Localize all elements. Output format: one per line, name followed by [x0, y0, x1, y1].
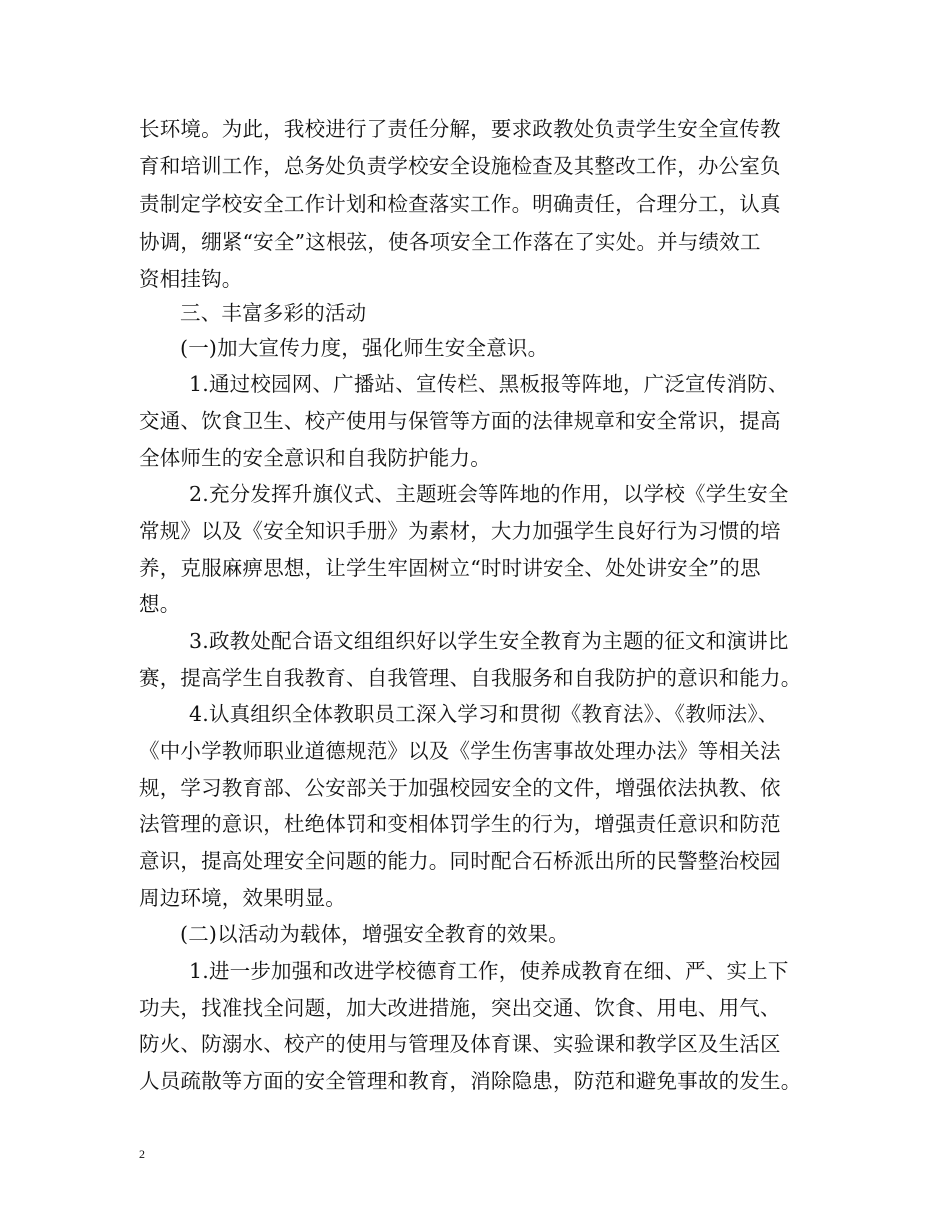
body-line: 责制定学校安全工作计划和检查落实工作。明确责任，合理分工，认真 [139, 192, 781, 216]
body-line: 人员疏散等方面的安全管理和教育，消除隐患，防范和避免事故的发生。 [139, 1069, 802, 1093]
subsection-heading: (二)以活动为载体，增强安全教育的效果。 [180, 922, 569, 946]
body-line: 1.通过校园网、广播站、宣传栏、黑板报等阵地，广泛宣传消防、 [189, 372, 789, 396]
body-line: 养，克服麻痹思想，让学生牢固树立“时时讲安全、处处讲安全”的思 [139, 556, 761, 580]
page-number: 2 [139, 1147, 145, 1161]
body-line: 周边环境，效果明显。 [139, 886, 346, 910]
body-line: 2.充分发挥升旗仪式、主题班会等阵地的作用，以学校《学生安全 [189, 482, 789, 506]
body-line: 功夫，找准找全问题，加大改进措施，突出交通、饮食、用电、用气、 [139, 996, 781, 1020]
body-line: 资相挂钩。 [139, 267, 243, 291]
body-line: 交通、饮食卫生、校产使用与保管等方面的法律规章和安全常识，提高 [139, 409, 781, 433]
body-line: 长环境。为此，我校进行了责任分解，要求政教处负责学生安全宣传教 [139, 117, 781, 141]
body-line: 想。 [139, 592, 181, 616]
section-heading: 三、丰富多彩的活动 [180, 301, 367, 325]
body-line: 法管理的意识，杜绝体罚和变相体罚学生的行为，增强责任意识和防范 [139, 812, 781, 836]
body-line: 育和培训工作，总务处负责学校安全设施检查及其整改工作，办公室负 [139, 154, 781, 178]
body-line: 常规》以及《安全知识手册》为素材，大力加强学生良好行为习惯的培 [139, 519, 781, 543]
body-line: 4.认真组织全体教职员工深入学习和贯彻《教育法》、《教师法》、 [189, 702, 779, 726]
body-line: 3.政教处配合语文组组织好以学生安全教育为主题的征文和演讲比 [189, 629, 789, 653]
body-line: 协调，绷紧“安全”这根弦，使各项安全工作落在了实处。并与绩效工 [139, 230, 761, 254]
subsection-heading: (一)加大宣传力度，强化师生安全意识。 [180, 336, 549, 360]
body-line: 1.进一步加强和改进学校德育工作，使养成教育在细、严、实上下 [189, 959, 789, 983]
body-line: 赛，提高学生自我教育、自我管理、自我服务和自我防护的意识和能力。 [139, 666, 802, 690]
body-line: 《中小学教师职业道德规范》以及《学生伤害事故处理办法》等相关法 [139, 739, 781, 763]
body-line: 防火、防溺水、校产的使用与管理及体育课、实验课和教学区及生活区 [139, 1032, 781, 1056]
body-line: 规，学习教育部、公安部关于加强校园安全的文件，增强依法执教、依 [139, 776, 781, 800]
body-line: 意识，提高处理安全问题的能力。同时配合石桥派出所的民警整治校园 [139, 849, 781, 873]
body-line: 全体师生的安全意识和自我防护能力。 [139, 446, 491, 470]
